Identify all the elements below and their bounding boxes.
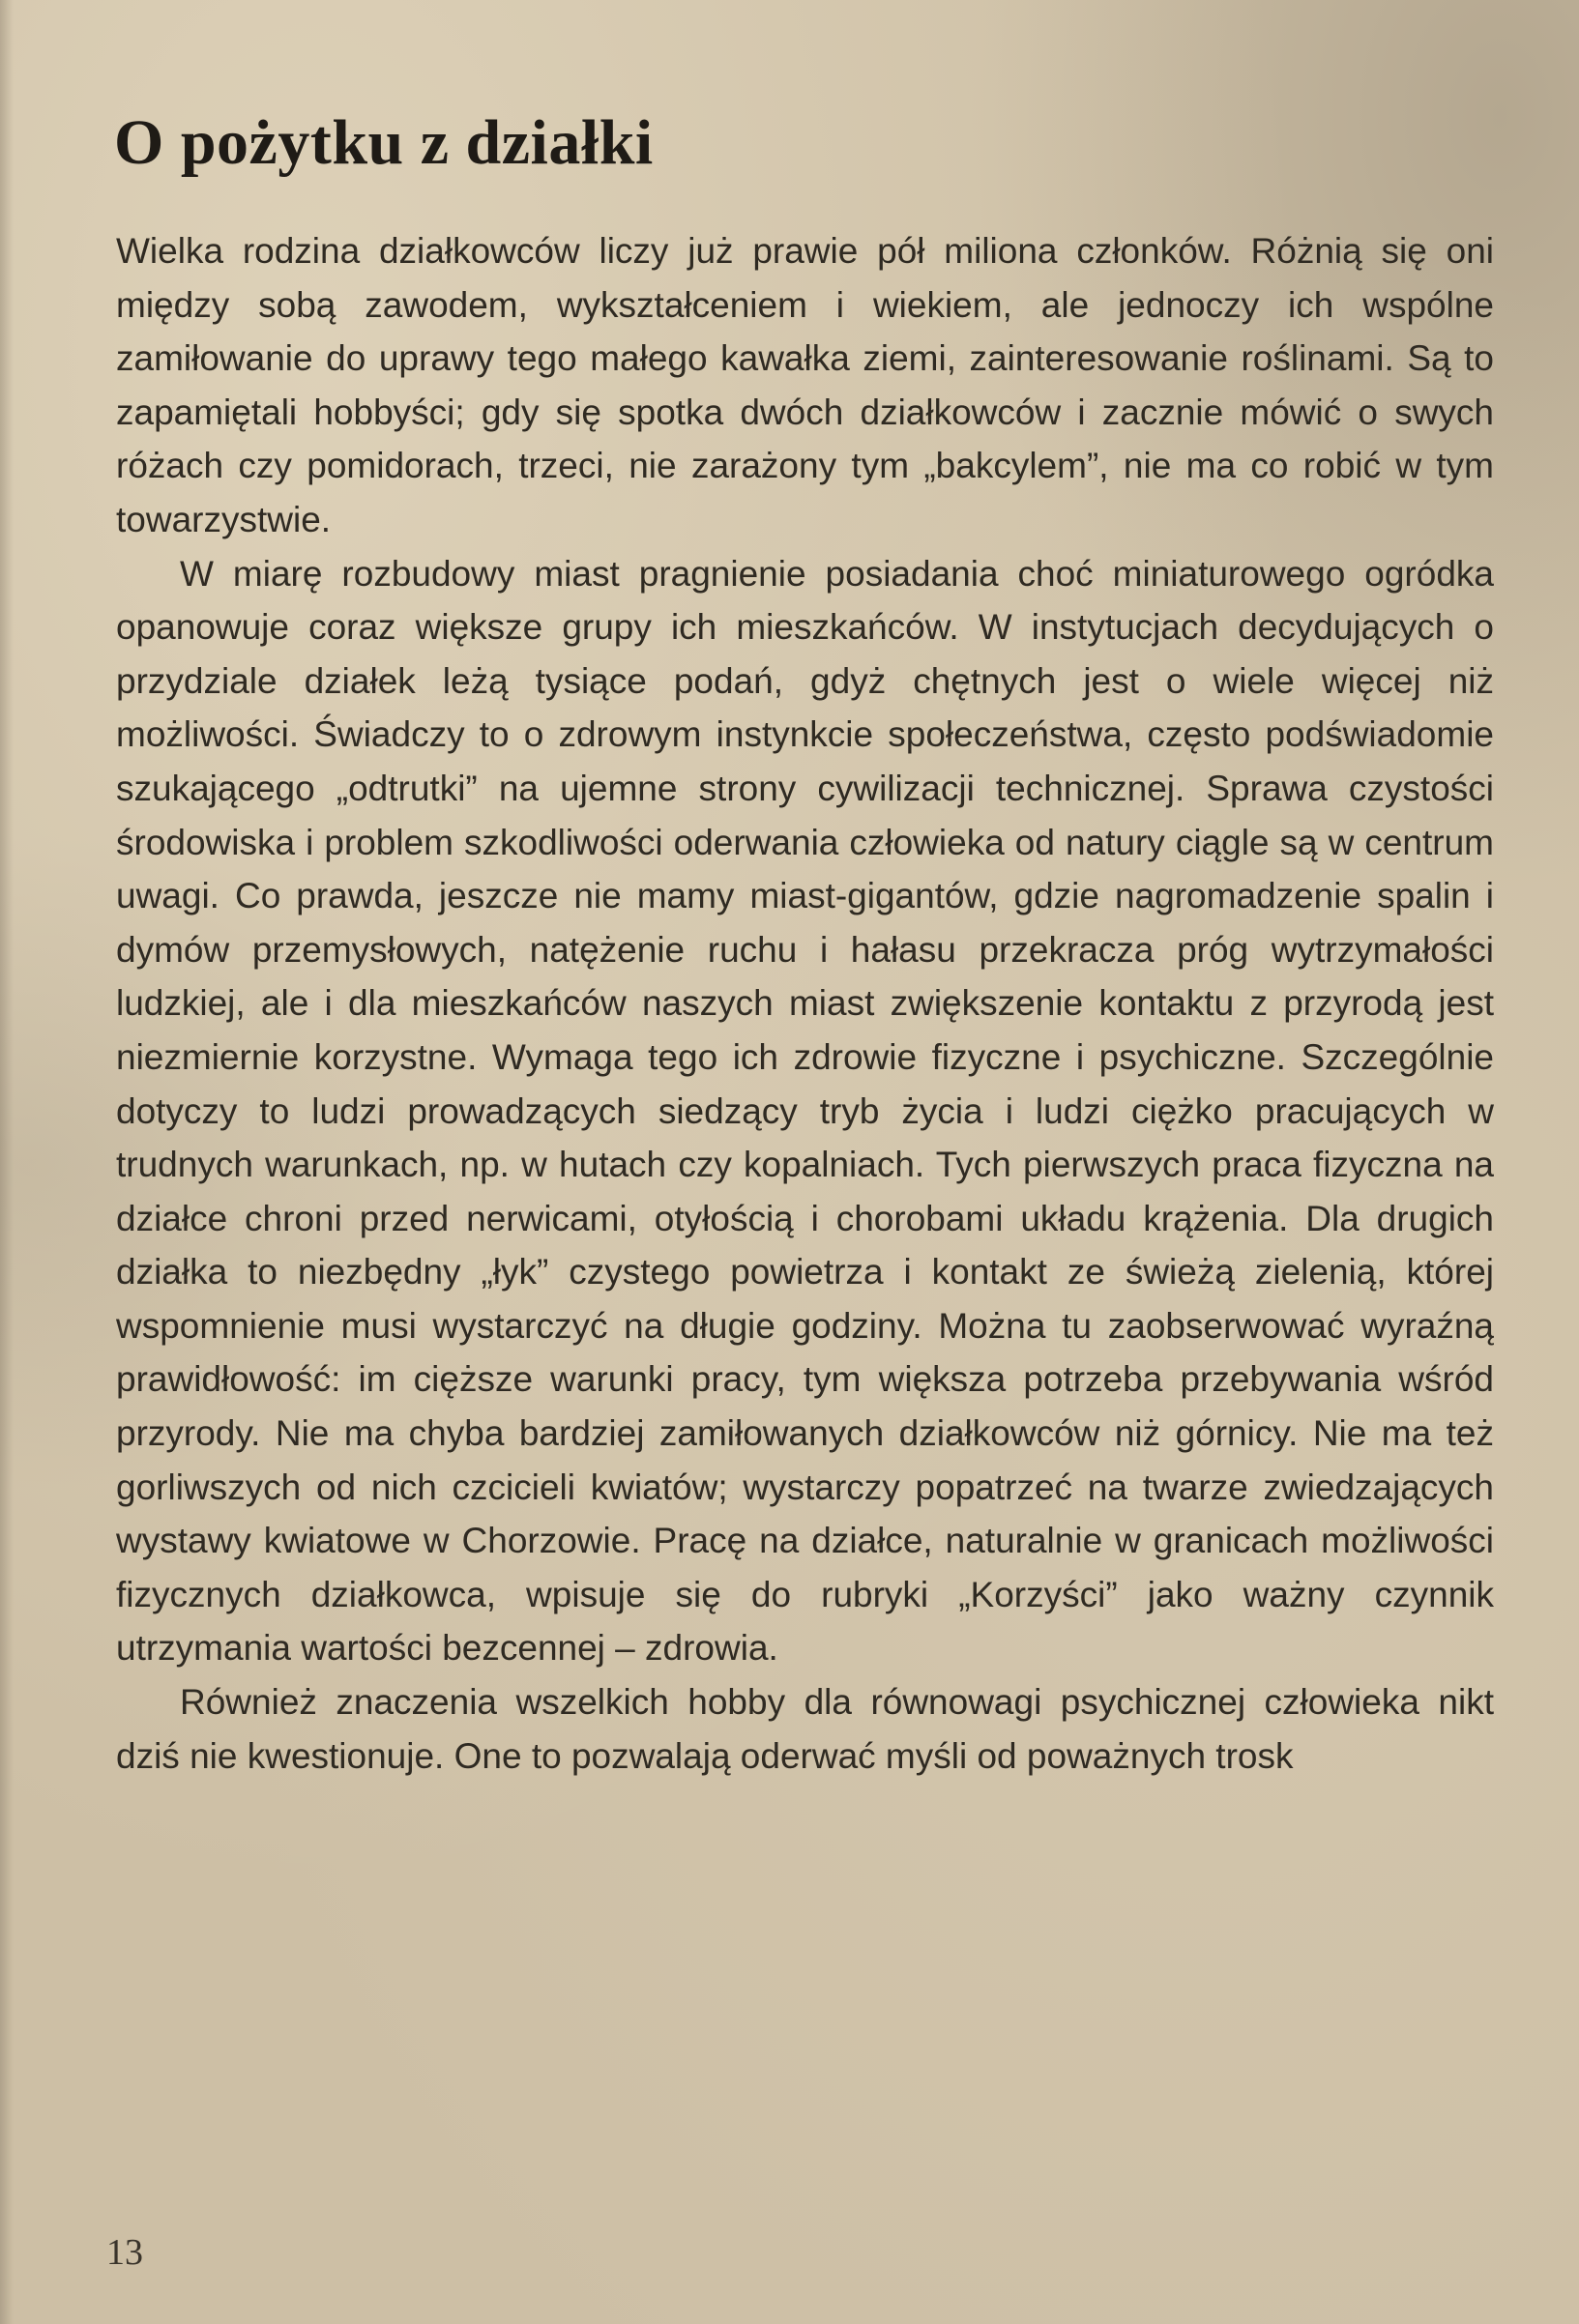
page-number: 13 bbox=[106, 2232, 143, 2273]
page-edge-shadow bbox=[0, 0, 14, 2324]
paragraph-2: W miarę rozbudowy miast pragnienie posiadania choć miniaturowego ogródka opanowuje coraz większe grupy ich mieszkańców. W instytucjach decydujących o przydziale działek leżą tysiące podań, gdyż chętnych jest o wiele więcej niż możliwości. Świadczy to o zdrowym instynkcie społeczeństwa, często podświadomie szukającego „odtrutki” na ujemne strony cywilizacji technicznej. Sprawa czystości środowiska i problem szkodliwości oderwania człowieka od natury ciągle są w centrum uwagi. Co prawda, jeszcze nie mamy miast-gigantów, gdzie nagromadzenie spalin i dymów przemysłowych, natężenie ruchu i hałasu przekracza próg wytrzymałości ludzkiej, ale i dla mieszkańców naszych miast zwiększenie kontaktu z przyrodą jest niezmiernie korzystne. Wymaga tego ich zdrowie fizyczne i psychiczne. Szczególnie dotyczy to ludzi prowadzących siedzący tryb życia i ludzi ciężko pracujących w trudnych warunkach, np. w hutach czy kopalniach. Tych pierwszych praca fizyczna na działce chroni przed nerwicami, otyłością i chorobami układu krążenia. Dla drugich działka to niezbędny „łyk” czystego powietrza i kontakt ze świeżą zielenią, której wspomnienie musi wystarczyć na długie godziny. Można tu zaobserwować wyraźną prawidłowość: im cięższe warunki pracy, tym większa potrzeba przebywania wśród przyrody. Nie ma chyba bardziej zamiłowanych działkowców niż górnicy. Nie ma też gorliwszych od nich czcicieli kwiatów; wystarczy popatrzeć na twarze zwiedzających wystawy kwiatowe w Chorzowie. Pracę na działce, naturalnie w granicach możliwości fizycznych działkowca, wpisuje się do rubryki „Korzyści” jako ważny czynnik utrzymania wartości bezcennej – zdrowia. bbox=[116, 553, 1494, 1669]
paragraph-1: Wielka rodzina działkowców liczy już prawie pół miliona członków. Różnią się oni między sobą zawodem, wykształceniem i wiekiem, ale jednoczy ich wspólne zamiłowanie do uprawy tego małego kawałka ziemi, zainteresowanie roślinami. Są to zapamiętali hobbyści; gdy się spotka dwóch działkowców i zacznie mówić o swych różach czy pomidorach, trzeci, nie zarażony tym „bakcylem”, nie ma co robić w tym towarzystwie. bbox=[116, 231, 1494, 539]
paragraph-3: Również znaczenia wszelkich hobby dla równowagi psychicznej człowieka nikt dziś nie kwestionuje. One to pozwalają oderwać myśli od poważnych trosk bbox=[116, 1682, 1494, 1776]
page-title: O pożytku z działki bbox=[114, 107, 654, 178]
body-text bbox=[116, 224, 1494, 1783]
